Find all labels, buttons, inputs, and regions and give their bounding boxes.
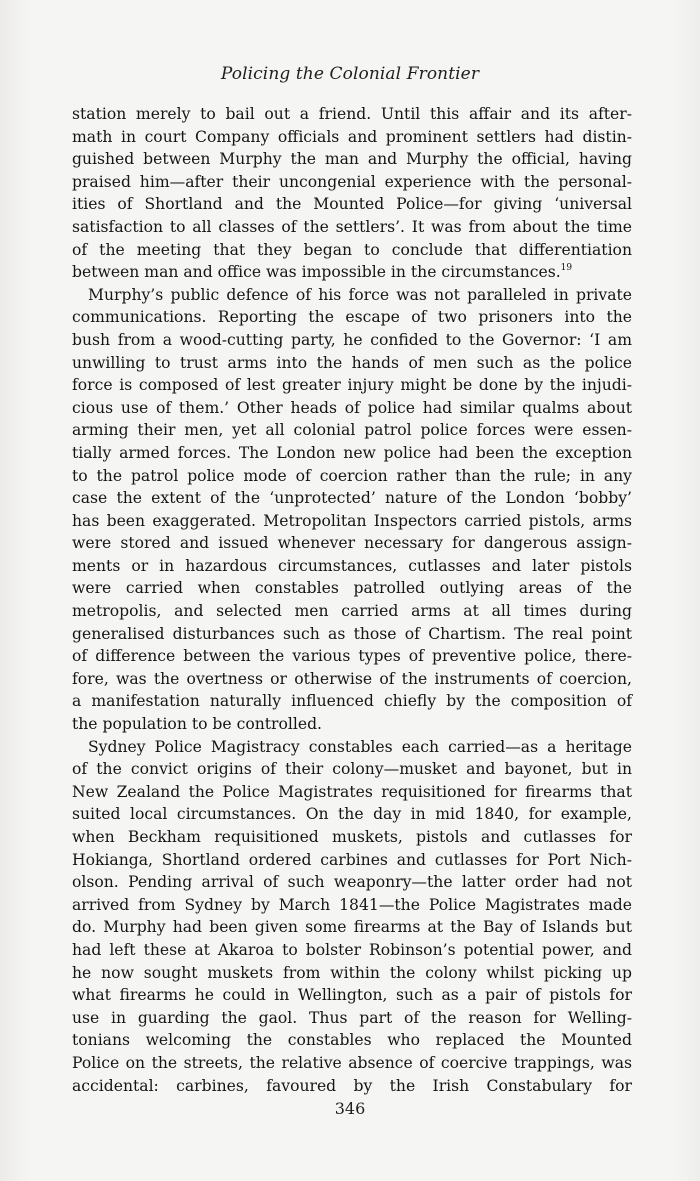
text-line: a manifestation naturally influenced chiefly by the composition of [72, 692, 632, 711]
text-line: between man and office was impossible in the circumstances. [72, 263, 561, 282]
text-line: arming their men, yet all colonial patrol police forces were essen- [72, 421, 632, 440]
text-line: case the extent of the ‘unprotected’ nature of the London ‘bobby’ [72, 489, 632, 508]
text-line: Sydney Police Magistracy constables each carried—as a heritage [88, 737, 632, 756]
running-head-title: Policing the Colonial Frontier [220, 64, 480, 84]
paragraph-2 [72, 284, 632, 736]
text-line: to the patrol police mode of coercion rather than the rule; in any [72, 466, 632, 485]
text-line: had left these at Akaroa to bolster Robinson’s potential power, and [72, 940, 632, 959]
page-number: 346 [334, 1099, 366, 1118]
text-line: accidental: carbines, favoured by the Irish Constabulary for [72, 1076, 632, 1095]
footnote-marker: 19 [560, 263, 573, 274]
text-line: satisfaction to all classes of the settlers’. It was from about the time [72, 217, 632, 236]
text-line: Hokianga, Shortland ordered carbines and cutlasses for Port Nich- [72, 850, 632, 869]
text-line: he now sought muskets from within the colony whilst picking up [72, 963, 632, 982]
text-line: were carried when constables patrolled outlying areas of the [72, 579, 632, 598]
text-line: were stored and issued whenever necessary for dangerous assign- [72, 534, 632, 553]
text-line: tially armed forces. The London new police had been the exception [72, 443, 632, 462]
text-line: metropolis, and selected men carried arms at all times during [72, 602, 632, 621]
text-line: praised him—after their uncongenial experience with the personal- [72, 172, 632, 191]
text-line: communications. Reporting the escape of two prisoners into the [72, 308, 632, 327]
text-line: tonians welcoming the constables who replaced the Mounted [72, 1031, 632, 1050]
text-line: ments or in hazardous circumstances, cutlasses and later pistols [72, 556, 632, 575]
text-line: unwilling to trust arms into the hands of men such as the police [72, 353, 632, 372]
text-line: fore, was the overtness or otherwise of the instruments of coercion, [72, 669, 632, 688]
text-line: the population to be controlled. [72, 715, 323, 734]
text-line: suited local circumstances. On the day in mid 1840, for example, [72, 805, 632, 824]
text-line: New Zealand the Police Magistrates requisitioned for firearms that [72, 782, 632, 801]
text-line: generalised disturbances such as those of Chartism. The real point [72, 624, 632, 643]
text-line: what firearms he could in Wellington, such as a pair of pistols for [72, 986, 632, 1005]
text-line: do. Murphy had been given some firearms at the Bay of Islands but [72, 918, 632, 937]
text-line: bush from a wood-cutting party, he confided to the Governor: ‘I am [72, 330, 632, 349]
text-line: math in court Company officials and prominent settlers had distin- [72, 127, 632, 146]
text-line: force is composed of lest greater injury might be done by the injudi- [72, 376, 632, 395]
paragraph-1 [72, 103, 632, 284]
text-line-with-footnote [72, 261, 632, 284]
text-line: Police on the streets, the relative absence of coercive trappings, was [72, 1053, 632, 1072]
text-line: Murphy’s public defence of his force was not paralleled in private [88, 285, 632, 304]
text-line: station merely to bail out a friend. Until this affair and its after- [72, 105, 632, 123]
text-line: cious use of them.’ Other heads of police had similar qualms about [72, 398, 632, 417]
text-line: arrived from Sydney by March 1841—the Police Magistrates made [72, 895, 632, 914]
paragraph-3 [72, 736, 632, 1098]
text-line: olson. Pending arrival of such weaponry—the latter order had not [72, 873, 632, 892]
text-line: of difference between the various types of preventive police, there- [72, 647, 632, 666]
text-line: ities of Shortland and the Mounted Police—for giving ‘universal [72, 195, 632, 214]
body-text [72, 103, 632, 1097]
text-line: when Beckham requisitioned muskets, pistols and cutlasses for [72, 828, 632, 846]
text-line: has been exaggerated. Metropolitan Inspectors carried pistols, arms [72, 511, 632, 530]
text-line: guished between Murphy the man and Murphy the official, having [72, 150, 632, 169]
text-line: of the meeting that they began to conclude that differentiation [72, 240, 632, 259]
text-line: of the convict origins of their colony—musket and bayonet, but in [72, 760, 632, 779]
text-line: use in guarding the gaol. Thus part of the reason for Welling- [72, 1008, 632, 1027]
